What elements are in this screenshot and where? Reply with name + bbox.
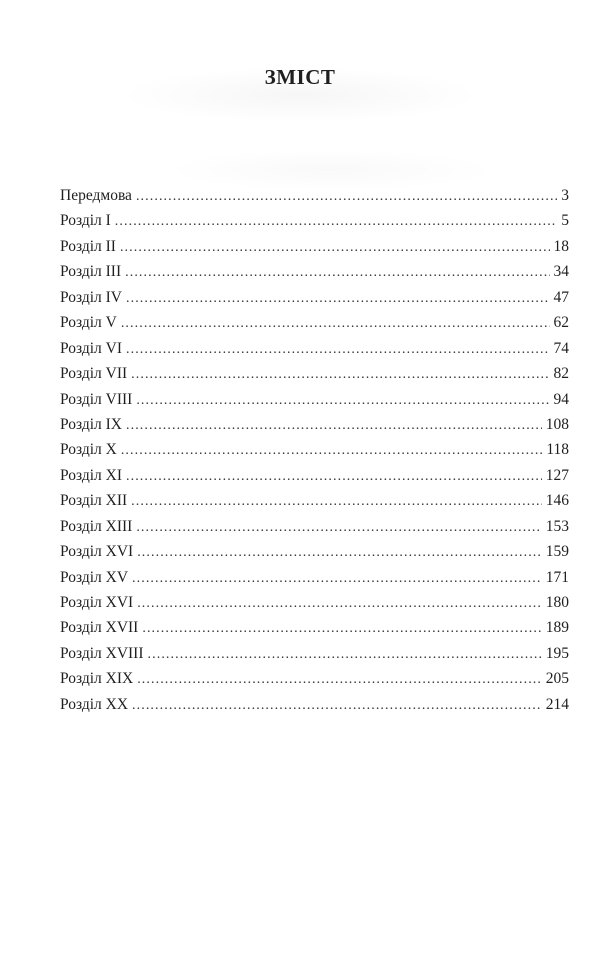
toc-entry-page: 94 bbox=[553, 390, 569, 408]
toc-entry bbox=[60, 339, 569, 364]
toc-entry-label: Розділ II bbox=[60, 237, 116, 255]
toc-leader-dots bbox=[137, 594, 542, 614]
toc-entry-page: 153 bbox=[545, 517, 569, 535]
toc-entry-label: Розділ XVII bbox=[60, 619, 139, 637]
toc-entry-page: 3 bbox=[561, 187, 569, 204]
toc-entry-page: 62 bbox=[553, 314, 569, 332]
toc-leader-dots bbox=[126, 289, 550, 309]
toc-entry bbox=[60, 390, 569, 415]
toc-leader-dots bbox=[121, 441, 542, 461]
toc-leader-dots bbox=[126, 416, 542, 436]
toc-entry-page: 74 bbox=[553, 339, 569, 357]
toc-leader-dots bbox=[131, 365, 549, 385]
toc-entry-label: Розділ XX bbox=[60, 695, 129, 713]
toc-entry-page: 18 bbox=[553, 237, 569, 255]
toc-leader-dots bbox=[132, 569, 542, 589]
toc-leader-dots bbox=[137, 543, 542, 563]
toc-leader-dots bbox=[121, 314, 550, 334]
toc-entry bbox=[60, 593, 569, 618]
toc-entry bbox=[60, 618, 569, 643]
toc-entry bbox=[60, 415, 569, 440]
toc-entry bbox=[60, 364, 569, 389]
toc-entry bbox=[60, 211, 569, 236]
toc-entry bbox=[60, 491, 569, 516]
toc-entry bbox=[60, 313, 569, 338]
toc-entry-label: Розділ XII bbox=[60, 492, 128, 510]
table-of-contents bbox=[60, 186, 569, 720]
page-title: ЗМІСТ bbox=[264, 65, 336, 89]
toc-entry-label: Розділ XVIII bbox=[60, 644, 144, 662]
toc-leader-dots bbox=[120, 238, 550, 258]
toc-entry bbox=[60, 517, 569, 542]
toc-entry-label: Розділ I bbox=[60, 212, 111, 230]
toc-leader-dots bbox=[131, 492, 542, 512]
toc-entry bbox=[60, 237, 569, 262]
toc-leader-dots bbox=[136, 391, 549, 411]
toc-leader-dots bbox=[142, 619, 541, 639]
toc-entry-page: 47 bbox=[553, 288, 569, 306]
toc-entry-label: Розділ III bbox=[60, 263, 122, 281]
toc-entry-label: Розділ XIX bbox=[60, 670, 134, 688]
toc-entry-label: Розділ XVI bbox=[60, 543, 134, 561]
toc-entry-page: 146 bbox=[545, 492, 569, 510]
toc-entry-label: Розділ VII bbox=[60, 365, 128, 383]
toc-entry bbox=[60, 644, 569, 669]
toc-entry bbox=[60, 695, 569, 720]
toc-entry-page: 108 bbox=[545, 415, 569, 433]
toc-entry-label: Розділ XV bbox=[60, 568, 129, 586]
toc-entry bbox=[60, 466, 569, 491]
toc-entry bbox=[60, 568, 569, 593]
toc-leader-dots bbox=[126, 340, 550, 360]
toc-entry bbox=[60, 186, 569, 211]
toc-leader-dots bbox=[148, 645, 542, 665]
toc-entry-page: 205 bbox=[545, 670, 569, 688]
toc-entry-label: Розділ IV bbox=[60, 288, 122, 306]
toc-entry-page: 189 bbox=[545, 619, 569, 637]
toc-leader-dots bbox=[136, 187, 557, 207]
toc-entry-page: 214 bbox=[545, 695, 569, 713]
toc-entry bbox=[60, 288, 569, 313]
toc-entry-label: Розділ V bbox=[60, 314, 117, 332]
toc-entry-label: Розділ IX bbox=[60, 415, 122, 433]
toc-entry-page: 180 bbox=[545, 594, 569, 611]
toc-leader-dots bbox=[137, 670, 542, 690]
toc-entry bbox=[60, 440, 569, 465]
toc-entry-label: Розділ VIII bbox=[60, 390, 133, 408]
toc-entry-label: Розділ X bbox=[60, 441, 117, 459]
toc-entry bbox=[60, 262, 569, 287]
toc-leader-dots bbox=[125, 263, 549, 283]
toc-entry-label: Розділ XIII bbox=[60, 517, 133, 535]
toc-entry-page: 195 bbox=[545, 644, 569, 662]
toc-entry-page: 82 bbox=[553, 365, 569, 383]
toc-entry bbox=[60, 669, 569, 694]
toc-entry-page: 118 bbox=[546, 441, 569, 459]
toc-entry-page: 34 bbox=[553, 263, 569, 281]
toc-entry-page: 159 bbox=[545, 543, 569, 561]
toc-entry-page: 171 bbox=[545, 568, 569, 586]
toc-entry-label: Розділ XI bbox=[60, 466, 122, 484]
toc-entry-page: 5 bbox=[561, 212, 569, 230]
toc-entry-label: Розділ XVI bbox=[60, 594, 134, 611]
toc-entry-label: Передмова bbox=[60, 187, 132, 204]
toc-entry-page: 127 bbox=[545, 466, 569, 484]
toc-leader-dots bbox=[132, 696, 542, 716]
toc-entry bbox=[60, 542, 569, 567]
toc-leader-dots bbox=[136, 518, 541, 538]
toc-leader-dots bbox=[126, 467, 542, 487]
toc-entry-label: Розділ VI bbox=[60, 339, 122, 357]
toc-leader-dots bbox=[115, 212, 557, 232]
